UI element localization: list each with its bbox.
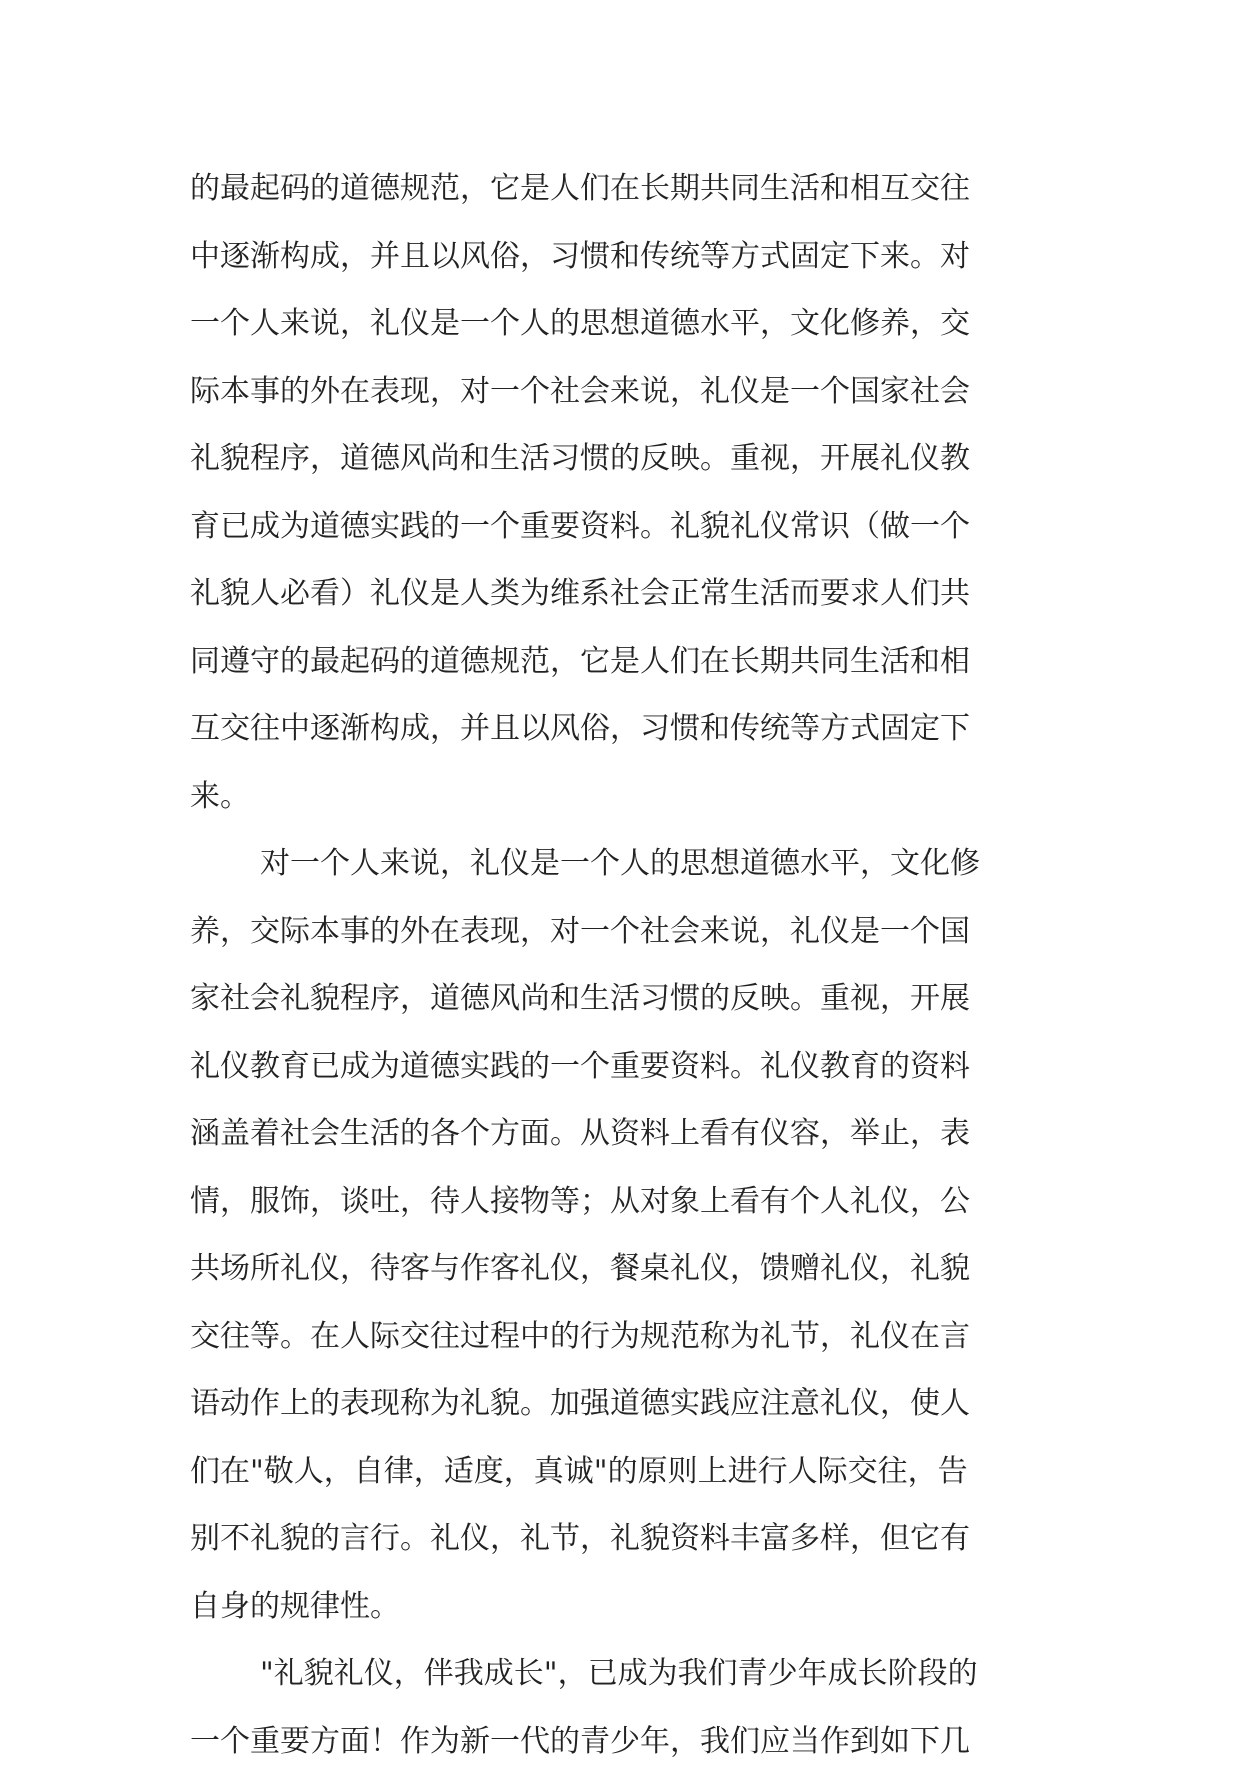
text-line: 来。 bbox=[190, 763, 1058, 831]
text-line: 的最起码的道德规范，它是人们在长期共同生活和相互交往 bbox=[190, 155, 1058, 223]
text-line: 同遵守的最起码的道德规范，它是人们在长期共同生活和相 bbox=[190, 628, 1058, 696]
text-line: 涵盖着社会生活的各个方面。从资料上看有仪容，举止，表 bbox=[190, 1100, 1058, 1168]
text-line: 际本事的外在表现，对一个社会来说，礼仪是一个国家社会 bbox=[190, 358, 1058, 426]
text-line: 家社会礼貌程序，道德风尚和生活习惯的反映。重视，开展 bbox=[190, 965, 1058, 1033]
text-line: 情，服饰，谈吐，待人接物等；从对象上看有个人礼仪，公 bbox=[190, 1168, 1058, 1236]
paragraph-start-line: "礼貌礼仪，伴我成长"，已成为我们青少年成长阶段的 bbox=[190, 1640, 1058, 1708]
paragraph-start-line: 对一个人来说，礼仪是一个人的思想道德水平，文化修 bbox=[190, 830, 1058, 898]
text-line: 互交往中逐渐构成，并且以风俗，习惯和传统等方式固定下 bbox=[190, 695, 1058, 763]
document-body bbox=[190, 155, 1058, 1775]
text-line: 一个重要方面！作为新一代的青少年，我们应当作到如下几 bbox=[190, 1708, 1058, 1775]
text-line: 一个人来说，礼仪是一个人的思想道德水平，文化修养，交 bbox=[190, 290, 1058, 358]
text-line: 语动作上的表现称为礼貌。加强道德实践应注意礼仪，使人 bbox=[190, 1370, 1058, 1438]
text-line: 中逐渐构成，并且以风俗，习惯和传统等方式固定下来。对 bbox=[190, 223, 1058, 291]
text-line: 育已成为道德实践的一个重要资料。礼貌礼仪常识（做一个 bbox=[190, 493, 1058, 561]
text-line: 礼貌人必看）礼仪是人类为维系社会正常生活而要求人们共 bbox=[190, 560, 1058, 628]
text-line: 礼仪教育已成为道德实践的一个重要资料。礼仪教育的资料 bbox=[190, 1033, 1058, 1101]
text-line: 自身的规律性。 bbox=[190, 1573, 1058, 1641]
text-line: 交往等。在人际交往过程中的行为规范称为礼节，礼仪在言 bbox=[190, 1303, 1058, 1371]
text-line: 别不礼貌的言行。礼仪，礼节，礼貌资料丰富多样，但它有 bbox=[190, 1505, 1058, 1573]
text-line: 们在"敬人，自律，适度，真诚"的原则上进行人际交往，告 bbox=[190, 1438, 1058, 1506]
text-line: 养，交际本事的外在表现，对一个社会来说，礼仪是一个国 bbox=[190, 898, 1058, 966]
text-line: 共场所礼仪，待客与作客礼仪，餐桌礼仪，馈赠礼仪，礼貌 bbox=[190, 1235, 1058, 1303]
text-line: 礼貌程序，道德风尚和生活习惯的反映。重视，开展礼仪教 bbox=[190, 425, 1058, 493]
